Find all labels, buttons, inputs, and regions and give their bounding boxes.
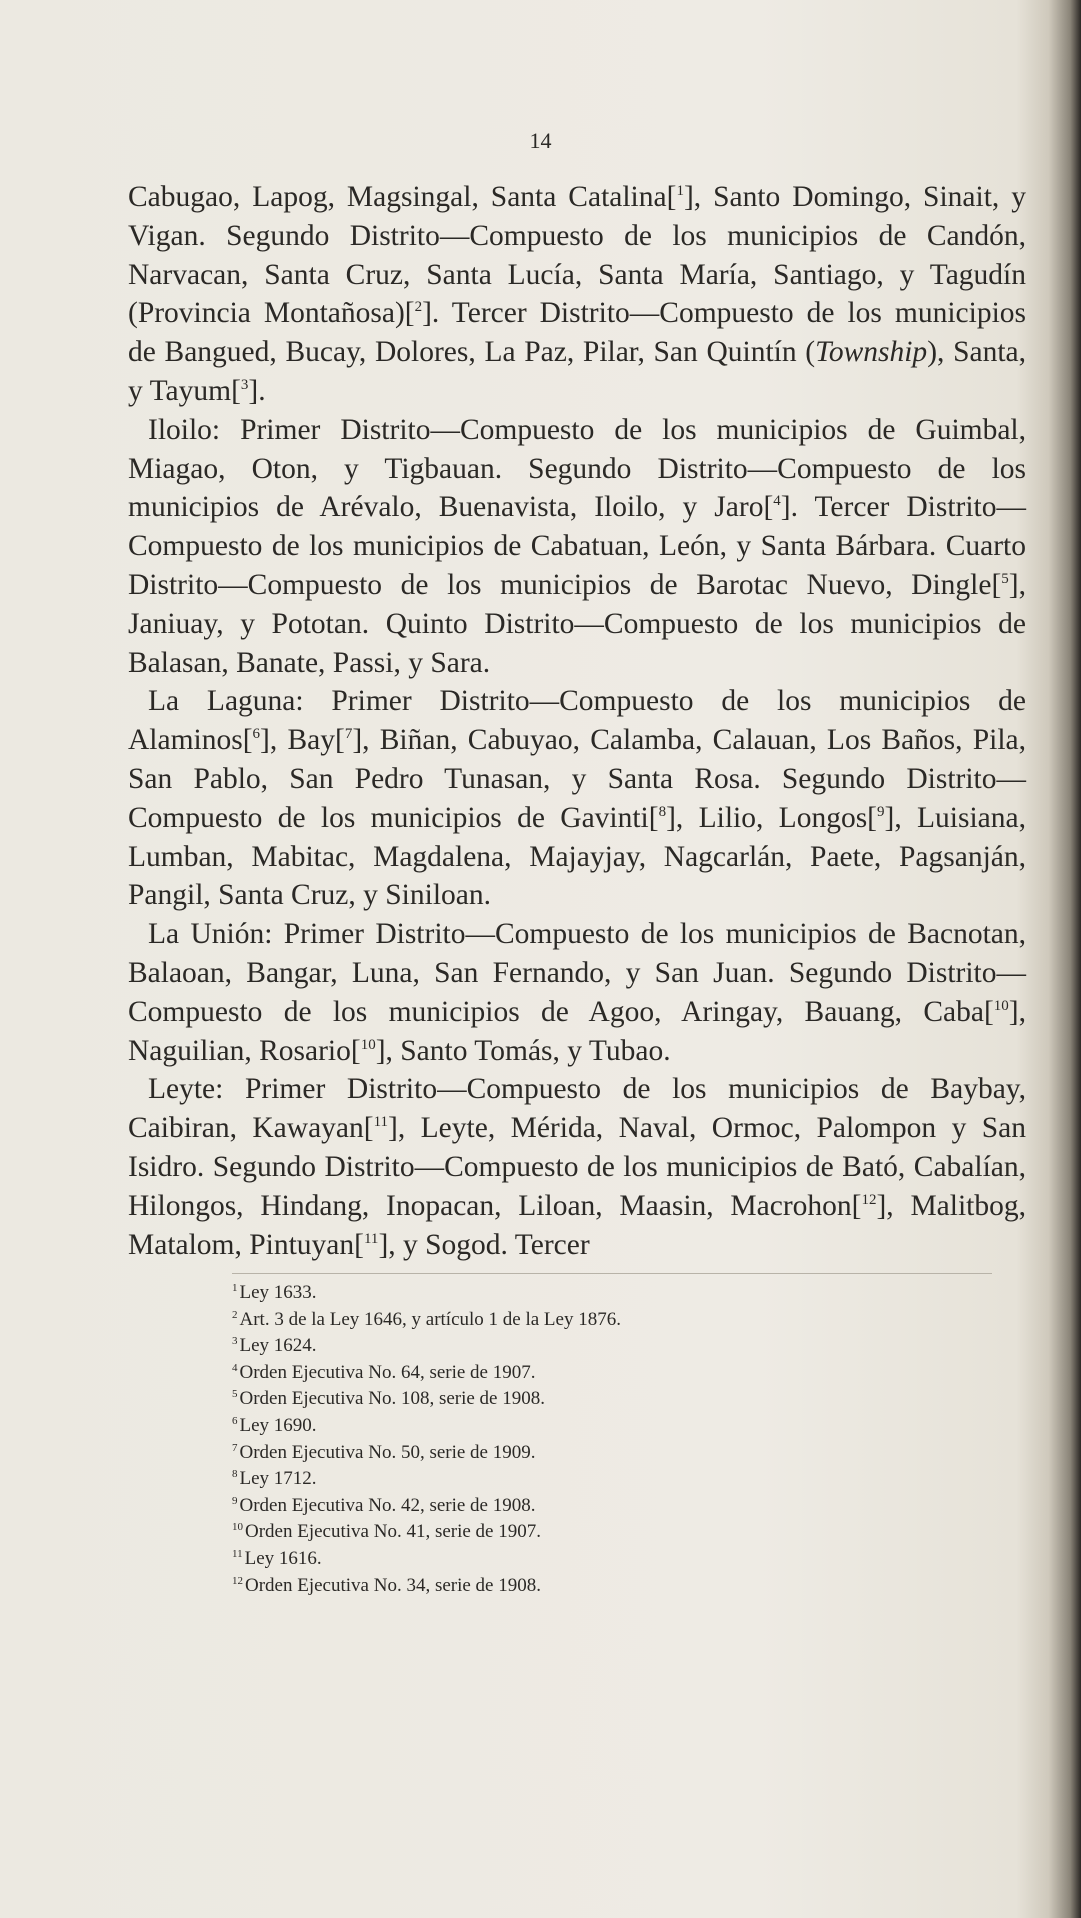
footnote (232, 1413, 992, 1440)
footnote-reference: 3 (240, 376, 249, 393)
footnote-text: Ley 1633. (239, 1282, 317, 1303)
footnote (232, 1360, 992, 1387)
text-run: ), Santa, y Tayum[ (128, 336, 1026, 407)
text-run: ], Leyte, Mérida, Naval, Ormoc, Palompon y San Isidro. Segundo Distrito—Compuesto de los municipios de Bató, Cabalían, Hilongos, Hindang, Inopacan, Liloan, Maasin, Macrohon[ (128, 1112, 1026, 1222)
text-run: ], Santo Tomás, y Tubao. (375, 1034, 671, 1067)
footnote-number: 11 (232, 1547, 243, 1560)
footnote (232, 1280, 992, 1307)
text-run: ]. (248, 374, 266, 407)
paragraph (128, 682, 1026, 915)
text-run: ], Luisiana, Lumban, Mabitac, Magdalena, Majayjay, Nagcarlán, Paete, Pagsanján, Pangil, Santa Cruz, y Siniloan. (128, 801, 1026, 912)
footnote-text: Orden Ejecutiva No. 42, serie de 1908. (239, 1494, 536, 1516)
footnote-text: Orden Ejecutiva No. 64, serie de 1907. (239, 1361, 536, 1383)
body-text (128, 178, 1026, 1264)
text-run: ], Santo Domingo, Sinait, y Vigan. Segundo Distrito—Compuesto de los municipios de Candón, Narvacan, Santa Cruz, Santa Lucía, Santa María, Santiago, y Tagudín (Provincia Montañosa)[ (128, 181, 1026, 330)
footnote-reference: 10 (360, 1036, 376, 1053)
footnote-number: 2 (232, 1308, 238, 1321)
text-run: ], Naguilian, Rosario[ (128, 995, 1026, 1067)
footnote-reference: 11 (373, 1114, 389, 1131)
footnote-number: 4 (232, 1361, 238, 1374)
footnote-divider (232, 1273, 992, 1274)
paragraph (128, 915, 1026, 1070)
text-run: Iloilo: Primer Distrito—Compuesto de los municipios de Guimbal, Miagao, Oton, y Tigbauan. Segundo Distrito—Compuesto de los municipios de Arévalo, Buenavista, Iloilo, y Jaro[ (128, 413, 1026, 524)
footnote-number: 5 (232, 1388, 238, 1401)
footnote (232, 1466, 992, 1493)
text-run: ], Janiuay, y Pototan. Quinto Distrito—Compuesto de los municipios de Balasan, Banate, Passi, y Sara. (128, 568, 1026, 679)
footnote-text: Orden Ejecutiva No. 50, serie de 1909. (239, 1441, 536, 1463)
footnote-reference: 1 (676, 183, 684, 199)
text-run: ], Biñan, Cabuyao, Calamba, Calauan, Los Baños, Pila, San Pablo, San Pedro Tunasan, y Santa Rosa. Segundo Distrito—Compuesto de los municipios de Gavinti[ (128, 724, 1027, 834)
footnote-text: Ley 1690. (239, 1414, 317, 1436)
footnote-reference: 7 (344, 726, 353, 743)
text-run: ], Lilio, Longos[ (666, 801, 877, 834)
footnote-number: 8 (232, 1468, 238, 1481)
text-run: ], y Sogod. Tercer (378, 1228, 590, 1261)
text-run: ]. Tercer Distrito—Compuesto de los municipios de Bangued, Bucay, Dolores, La Paz, Pilar, San Quintín ( (128, 297, 1026, 369)
footnote-reference: 12 (861, 1191, 877, 1208)
footnote-reference: 10 (993, 997, 1009, 1014)
text-run: La Unión: Primer Distrito—Compuesto de los municipios de Bacnotan, Balaoan, Bangar, Luna, San Fernando, y San Juan. Segundo Distrito—Compuesto de los municipios de Agoo, Aringay, Bauang, Caba[ (128, 918, 1026, 1028)
footnote (232, 1573, 992, 1600)
footnote-number: 1 (232, 1282, 238, 1294)
footnote (232, 1386, 992, 1413)
footnote-text: Ley 1616. (244, 1547, 322, 1569)
footnote-text: Art. 3 de la Ley 1646, y artículo 1 de la Ley 1876. (239, 1308, 621, 1330)
text-run: ]. Tercer Distrito—Compuesto de los municipios de Cabatuan, León, y Santa Bárbara. Cuarto Distrito—Compuesto de los municipios de Barotac Nuevo, Dingle[ (128, 491, 1026, 601)
footnote-reference: 2 (414, 299, 423, 316)
footnote (232, 1493, 992, 1520)
footnote-reference: 4 (773, 493, 781, 510)
footnote (232, 1440, 992, 1467)
footnote-reference: 5 (1001, 570, 1009, 587)
footnote (232, 1333, 992, 1360)
italic-text: Township (815, 336, 928, 369)
footnote-reference: 11 (363, 1230, 379, 1247)
footnote-reference: 6 (252, 726, 261, 743)
paragraph (128, 411, 1026, 683)
footnote-text: Orden Ejecutiva No. 34, serie de 1908. (245, 1574, 541, 1596)
footnote (232, 1546, 992, 1573)
footnote-number: 7 (232, 1441, 238, 1454)
footnote-reference: 9 (877, 803, 885, 820)
footnote-text: Orden Ejecutiva No. 41, serie de 1907. (245, 1521, 541, 1543)
text-run: Leyte: Primer Distrito—Compuesto de los municipios de Baybay, Caibiran, Kawayan[ (128, 1073, 1026, 1145)
footnotes-list (232, 1280, 992, 1599)
footnote-text: Ley 1712. (239, 1468, 317, 1490)
footnote-number: 10 (232, 1521, 243, 1534)
footnote-number: 6 (232, 1414, 238, 1427)
footnote-text: Ley 1624. (239, 1335, 317, 1357)
text-run: ], Bay[ (260, 724, 345, 757)
text-run: ], Malitbog, Matalom, Pintuyan[ (128, 1189, 1026, 1261)
footnote (232, 1519, 992, 1546)
footnote-reference: 8 (658, 803, 667, 820)
page-number: 14 (529, 128, 552, 153)
footnote-number: 9 (232, 1494, 238, 1507)
paragraph (128, 1070, 1026, 1264)
paragraph (128, 178, 1026, 411)
footnote-number: 3 (232, 1335, 238, 1348)
text-run: La Laguna: Primer Distrito—Compuesto de los municipios de Alaminos[ (128, 685, 1026, 757)
text-run: Cabugao, Lapog, Magsingal, Santa Catalina[ (128, 181, 677, 213)
footnote (232, 1307, 992, 1334)
footnote-text: Orden Ejecutiva No. 108, serie de 1908. (239, 1388, 545, 1410)
footnote-number: 12 (232, 1574, 243, 1587)
